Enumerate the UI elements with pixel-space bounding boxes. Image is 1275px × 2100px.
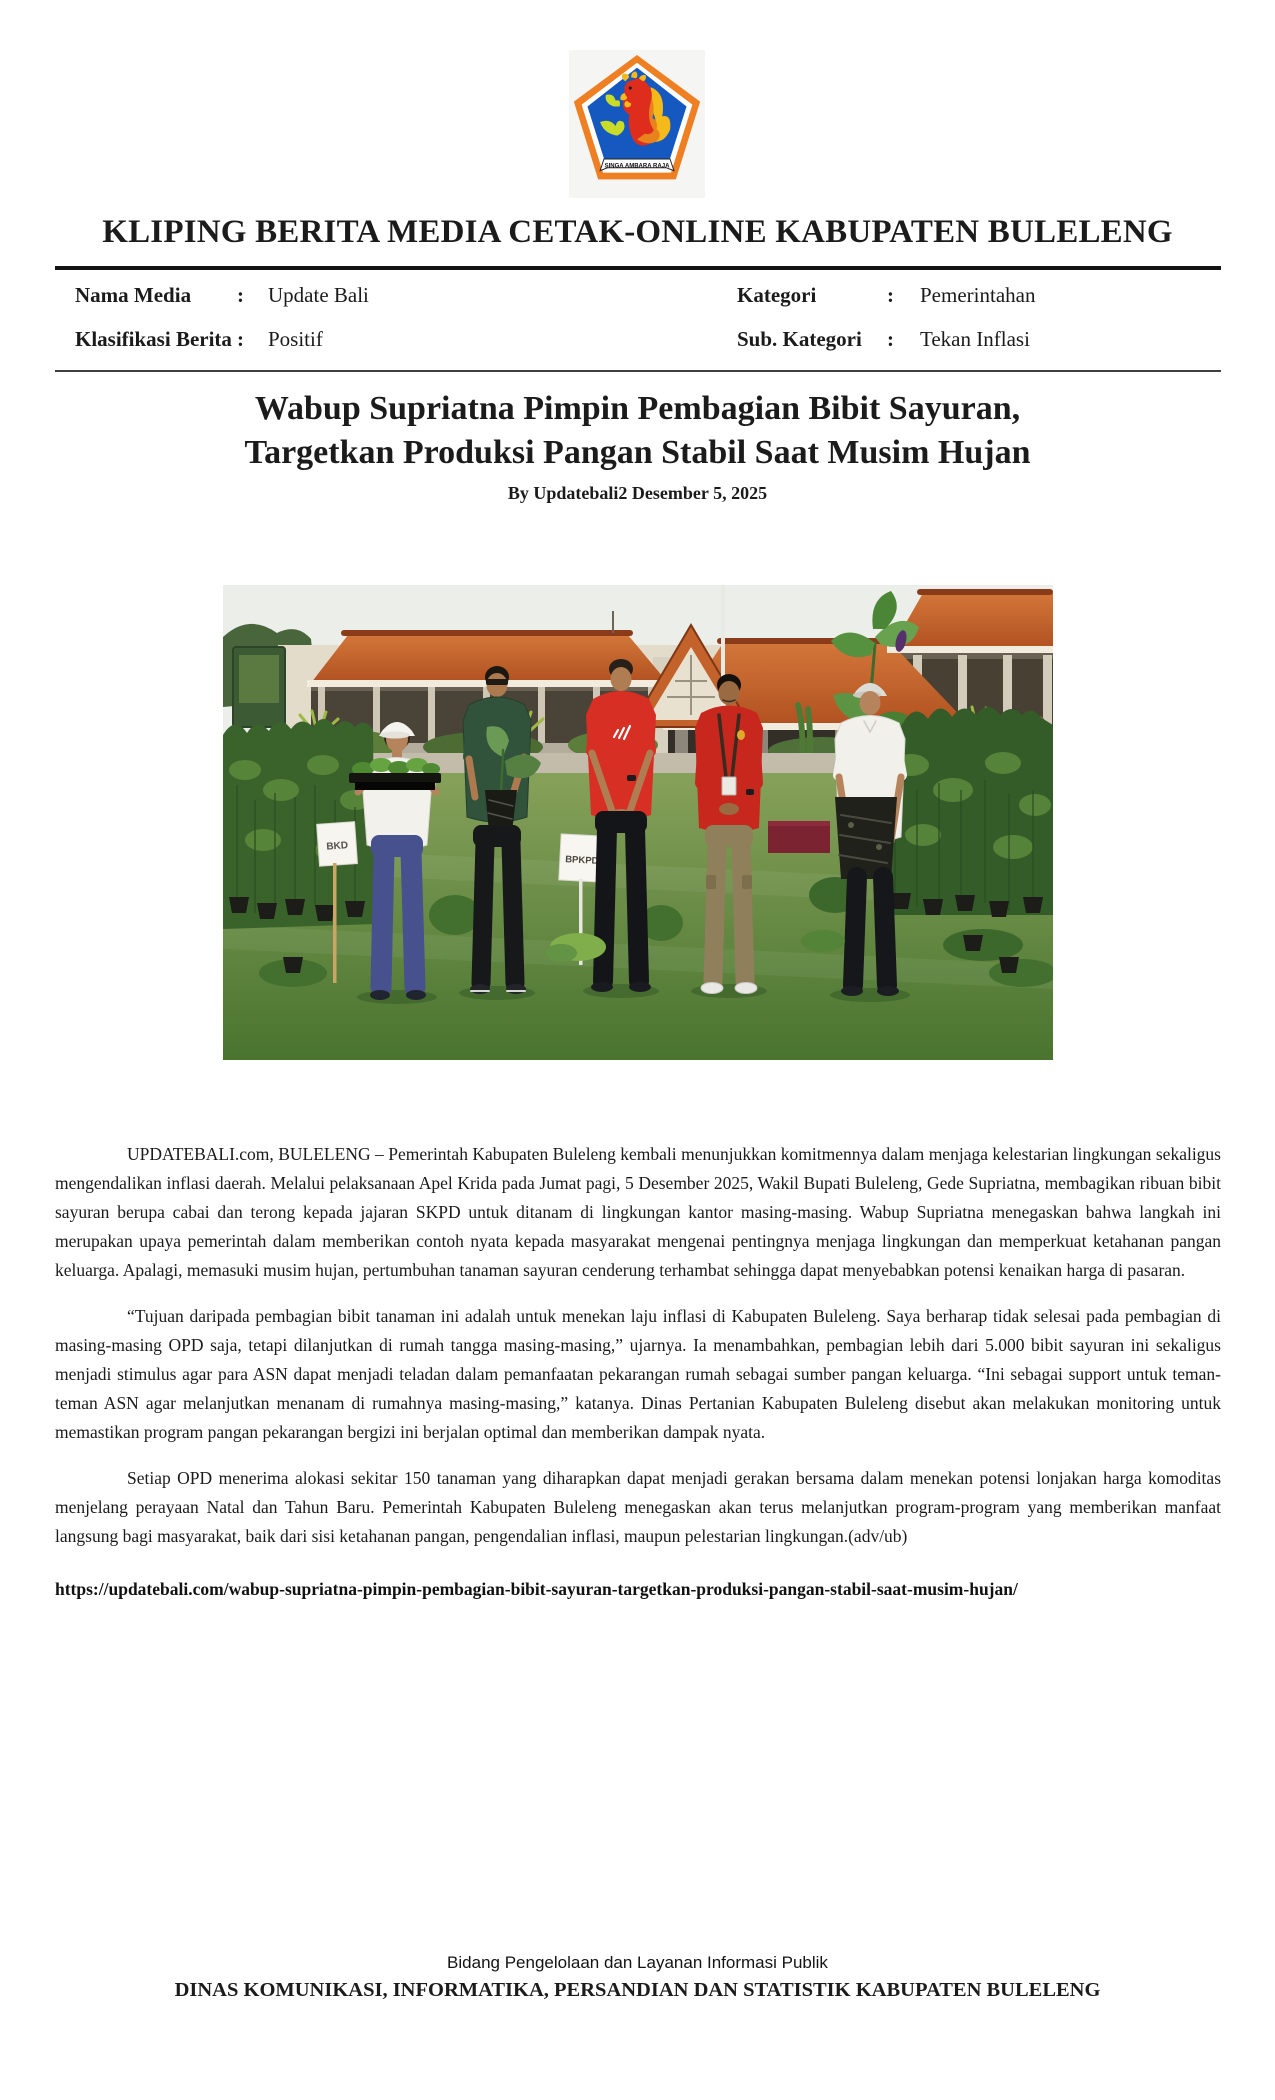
paragraph-3: Setiap OPD menerima alokasi sekitar 150 tanaman yang diharapkan dapat menjadi gerakan bersama dalam menekan potensi lonjakan harga komoditas menjelang perayaan Natal dan Tahun Baru. Pemerintah Kabupaten Buleleng menegaskan akan terus melanjutkan program-program yang memberikan manfaat langsung bagi masyarakat, baik dari sisi ketahanan pangan, pengendalian inflasi, maupun pelestarian lingkungan.(adv/ub) <box>55 1468 1221 1546</box>
meta-row-2 <box>75 327 1220 352</box>
article-byline: By Updatebali2 Desember 5, 2025 <box>507 483 768 503</box>
garden-signboard <box>233 647 285 727</box>
meta-kategori <box>737 283 1220 308</box>
ceremony-table <box>768 823 830 853</box>
meta-colon: : <box>887 283 894 307</box>
meta-colon: : <box>237 283 244 307</box>
article-title-line1: Wabup Supriatna Pimpin Pembagian Bibit Sayuran, <box>254 390 1021 427</box>
seedling-tray <box>349 758 441 790</box>
sign-stake-left <box>333 863 337 983</box>
opd-sign-left-text: BKD <box>326 840 349 853</box>
article-body <box>55 1140 1221 1604</box>
buleleng-emblem-logo <box>569 50 705 198</box>
id-card <box>722 777 736 795</box>
meta-label: Klasifikasi Berita <box>75 327 232 351</box>
meta-colon: : <box>237 327 244 351</box>
meta-klasifikasi <box>75 327 737 352</box>
document-title: KLIPING BERITA MEDIA CETAK-ONLINE KABUPATEN BULELENG <box>102 214 1173 250</box>
article-title-line2: Targetkan Produksi Pangan Stabil Saat Musim Hujan <box>244 434 1031 471</box>
emblem-banner-text: SINGA AMBARA RAJA <box>604 163 670 170</box>
header-rule-top <box>55 266 1221 270</box>
footer-agency: DINAS KOMUNIKASI, INFORMATIKA, PERSANDIAN DAN STATISTIK KABUPATEN BULELENG <box>174 1979 1101 2001</box>
header-rule-bottom <box>55 370 1221 372</box>
photo-scene <box>223 585 1053 1060</box>
article-photo <box>223 585 1053 1060</box>
paragraph-2: “Tujuan daripada pembagian bibit tanaman ini adalah untuk menekan laju inflasi di Kabupaten Buleleng. Saya berharap tidak selesai pada pembagian di masing-masing OPD saja, tetapi dilanjutkan di rumah tangga masing-masing,” ujarnya. Ia menambahkan, pembagian lebih dari 5.000 bibit sayuran ini sekaligus menjadi stimulus agar para ASN dapat menjadi teladan dalam pemanfaatan pekarangan rumah sebagai sumber pangan keluarga. “Ini sebagai support untuk teman-teman ASN agar melanjutkan menanam di rumahnya masing-masing,” katanya. Dinas Pertanian Kabupaten Buleleng disebut akan melakukan monitoring untuk memastikan program pangan pekarangan bergizi ini berjalan optimal dan memberikan dampak nyata. <box>55 1306 1221 1442</box>
meta-value: Positif <box>268 327 323 351</box>
meta-row-1 <box>75 283 1220 308</box>
garuda-pin-icon <box>737 730 745 740</box>
meta-colon: : <box>887 327 894 351</box>
meta-label: Sub. Kategori <box>737 327 862 351</box>
meta-nama-media <box>75 283 737 308</box>
opd-sign-middle-text: BPKPD <box>564 854 599 867</box>
meta-value: Pemerintahan <box>920 283 1036 307</box>
meta-sub-kategori <box>737 327 1220 352</box>
source-url-link[interactable]: https://updatebali.com/wabup-supriatna-pimpin-pembagian-bibit-sayuran-targetkan-produksi-pangan-stabil-saat-musim-hujan/ <box>55 1579 1018 1599</box>
meta-label: Kategori <box>737 283 817 307</box>
meta-label: Nama Media <box>75 283 192 307</box>
footer-division: Bidang Pengelolaan dan Layanan Informasi Publik <box>447 1953 828 1972</box>
singa-ambara-raja-emblem <box>569 50 705 198</box>
meta-value: Tekan Inflasi <box>920 327 1030 351</box>
meta-value: Update Bali <box>268 283 369 307</box>
paragraph-1: UPDATEBALI.com, BULELENG – Pemerintah Kabupaten Buleleng kembali menunjukkan komitmennya dalam menjaga kelestarian lingkungan sekaligus mengendalikan inflasi daerah. Melalui pelaksanaan Apel Krida pada Jumat pagi, 5 Desember 2025, Wakil Bupati Buleleng, Gede Supriatna, membagikan ribuan bibit sayuran berupa cabai dan terong kepada jajaran SKPD untuk ditanam di lingkungan kantor masing-masing. Wabup Supriatna menegaskan bahwa langkah ini merupakan upaya pemerintah dalam memberikan contoh nyata kepada masyarakat mengenai pentingnya menjaga lingkungan dan memperkuat ketahanan pangan keluarga. Apalagi, memasuki musim hujan, pertumbuhan tanaman sayuran cenderung terhambat sehingga dapat menyebabkan potensi kenaikan harga di pasaran. <box>55 1144 1221 1280</box>
opd-sign-left <box>317 822 358 867</box>
